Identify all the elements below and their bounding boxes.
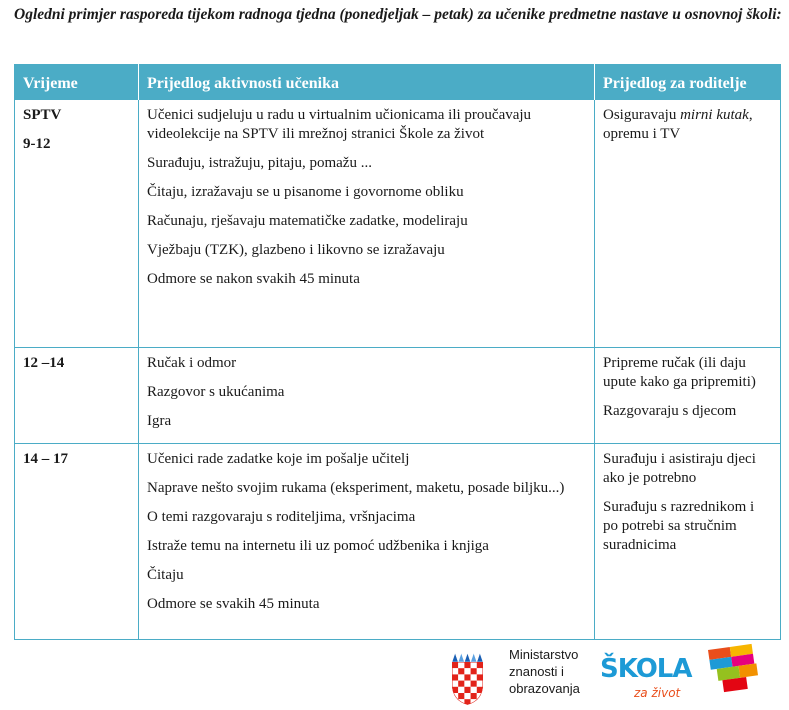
time-label: SPTV	[23, 107, 62, 123]
activity-item: Računaju, rješavaju matematičke zadatke, modeliraju	[147, 213, 468, 229]
table-row	[15, 100, 781, 348]
skola-za-zivot-logo	[600, 644, 760, 700]
skola-logo-text: ŠKOLA	[600, 654, 692, 684]
activity-item: Istraže temu na internetu ili uz pomoć udžbenika i knjiga	[147, 538, 489, 554]
header-activities: Prijedlog aktivnosti učenika	[139, 64, 595, 100]
header-parents: Prijedlog za roditelje	[595, 64, 781, 100]
parent-item: Surađuju i asistiraju djeci ako je potrebno	[603, 451, 756, 486]
ministry-text-line: znanosti i	[509, 664, 564, 679]
parents-cell	[595, 100, 781, 348]
parents-cell	[595, 348, 781, 444]
parent-text: Osiguravaju	[603, 107, 681, 123]
table-row	[15, 348, 781, 444]
time-range: 9-12	[23, 136, 51, 152]
time-cell	[15, 444, 139, 640]
parent-text-italic: mirni kutak	[680, 107, 749, 123]
activity-item: Čitaju, izražavaju se u pisanome i govornome obliku	[147, 184, 464, 200]
activity-item: Surađuju, istražuju, pitaju, pomažu ...	[147, 155, 372, 171]
activity-item: Ručak i odmor	[147, 355, 237, 371]
parent-item: Razgovaraju s djecom	[603, 403, 737, 419]
logos-footer	[446, 642, 781, 708]
activity-item: Odmore se svakih 45 minuta	[147, 596, 320, 612]
activities-cell	[139, 348, 595, 444]
activity-item: Čitaju	[147, 567, 184, 583]
time-cell	[15, 100, 139, 348]
coat-of-arms-icon	[452, 653, 483, 705]
parent-item: Surađuju s razrednikom i po potrebi sa stručnim suradnicima	[603, 499, 755, 553]
ministry-text-line: Ministarstvo	[509, 647, 579, 662]
parents-cell	[595, 444, 781, 640]
activity-item: Naprave nešto svojim rukama (eksperiment, maketu, posade biljku...)	[147, 480, 565, 496]
table-header-row	[15, 64, 781, 100]
skola-logo-subtext: za život	[634, 686, 681, 700]
schedule-table	[14, 64, 781, 640]
activities-cell	[139, 444, 595, 640]
activity-item: Igra	[147, 413, 172, 429]
header-time: Vrijeme	[15, 64, 139, 100]
activity-item: Učenici sudjeluju u radu u virtualnim učionicama ili proučavaju videolekcije na SPTV ili mrežnoj stranici Škole za život	[147, 107, 532, 142]
activity-item: O temi razgovaraju s roditeljima, vršnjacima	[147, 509, 416, 525]
time-cell	[15, 348, 139, 444]
activity-item: Odmore se nakon svakih 45 minuta	[147, 271, 360, 287]
activity-item: Razgovor s ukućanima	[147, 384, 285, 400]
activity-item: Vježbaju (TZK), glazbeno i likovno se izražavaju	[147, 242, 445, 258]
time-range: 14 – 17	[23, 451, 68, 467]
activity-item: Učenici rade zadatke koje im pošalje učitelj	[147, 451, 410, 467]
ministry-text-line: obrazovanja	[509, 681, 580, 696]
parent-item	[603, 106, 772, 144]
parent-item: Pripreme ručak (ili daju upute kako ga pripremiti)	[603, 355, 756, 390]
parent-text: , opremu i TV	[603, 107, 753, 142]
table-row	[15, 444, 781, 640]
activities-cell	[139, 100, 595, 348]
time-range: 12 –14	[23, 355, 65, 371]
document-heading: Ogledni primjer rasporeda tijekom radnoga tjedna (ponedjeljak – petak) za učenike predmetne nastave u osnovnoj školi:	[14, 6, 782, 23]
